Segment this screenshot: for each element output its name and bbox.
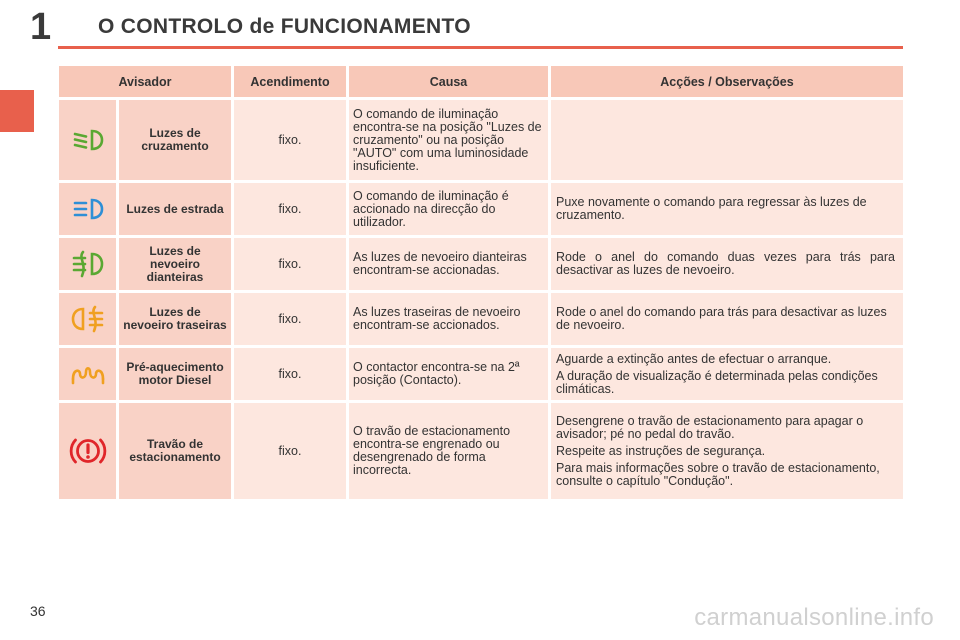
cause-text: As luzes traseiras de nevoeiro encontram-se accionados. [349,293,548,345]
action-cell [551,238,903,290]
high-beam-icon [71,196,105,222]
warning-name: Pré-aquecimento motor Diesel [119,348,231,400]
action-cell [551,348,903,400]
action-text: Aguarde a extinção antes de efectuar o arranque. [556,351,832,366]
warning-name: Luzes de estrada [119,183,231,235]
action-cell [551,403,903,499]
header-rule [58,46,903,49]
cause-text: O travão de estacionamento encontra-se engrenado ou desengrenado de forma incorrecta. [349,403,548,499]
action-text: Rode o anel do comando duas vezes para trás para desactivar as luzes de nevoeiro. [556,250,895,277]
lighting-value: fixo. [234,403,346,499]
cause-text: O contactor encontra-se na 2ª posição (Contacto). [349,348,548,400]
lighting-value: fixo. [234,293,346,345]
parking-brake-icon [68,433,108,469]
rear-fog-icon [71,305,105,333]
icon-cell [59,238,116,290]
lighting-value: fixo. [234,183,346,235]
table-row [59,238,903,290]
icon-cell [59,183,116,235]
page-number: 36 [30,603,46,619]
icon-cell [59,348,116,400]
header-causa: Causa [349,66,548,97]
warning-name: Luzes de nevoeiro dianteiras [119,238,231,290]
warning-name: Luzes de nevoeiro traseiras [119,293,231,345]
table-row [59,348,903,400]
chapter-tab [0,90,34,132]
low-beam-icon [71,127,105,153]
header-acendimento: Acendimento [234,66,346,97]
action-text: Rode o anel do comando para trás para desactivar as luzes de nevoeiro. [556,305,887,332]
cause-text: O comando de iluminação é accionado na direcção do utilizador. [349,183,548,235]
warning-name: Luzes de cruzamento [119,100,231,180]
action-text: Para mais informações sobre o travão de estacionamento, consulte o capítulo "Condução". [556,460,880,488]
chapter-number: 1 [30,6,52,48]
front-fog-icon [71,250,105,278]
action-cell [551,183,903,235]
icon-cell [59,100,116,180]
action-cell [551,293,903,345]
icon-cell [59,403,116,499]
lighting-value: fixo. [234,238,346,290]
action-text: Puxe novamente o comando para regressar às luzes de cruzamento. [556,195,867,222]
table-row [59,100,903,180]
cause-text: As luzes de nevoeiro dianteiras encontram-se accionadas. [349,238,548,290]
watermark: carmanualsonline.info [694,604,934,631]
action-text: Desengrene o travão de estacionamento para apagar o avisador; pé no pedal do travão. [556,413,864,441]
lighting-value: fixo. [234,348,346,400]
warning-name: Travão de estacionamento [119,403,231,499]
chapter-title: O CONTROLO de FUNCIONAMENTO [98,15,471,38]
glow-plug-icon [70,363,106,385]
table-row [59,183,903,235]
action-text: Respeite as instruções de segurança. [556,443,766,458]
action-text: A duração de visualização é determinada pelas condições climáticas. [556,368,878,396]
lighting-value: fixo. [234,100,346,180]
action-cell [551,100,903,180]
table-header-row [59,66,903,97]
icon-cell [59,293,116,345]
cause-text: O comando de iluminação encontra-se na posição "Luzes de cruzamento" ou na posição "AUTO" com uma luminosidade insuficiente. [349,100,548,180]
warning-lights-table [56,63,906,502]
header-accoes: Acções / Observações [551,66,903,97]
table-row [59,293,903,345]
table-row [59,403,903,499]
header-avisador: Avisador [59,66,231,97]
